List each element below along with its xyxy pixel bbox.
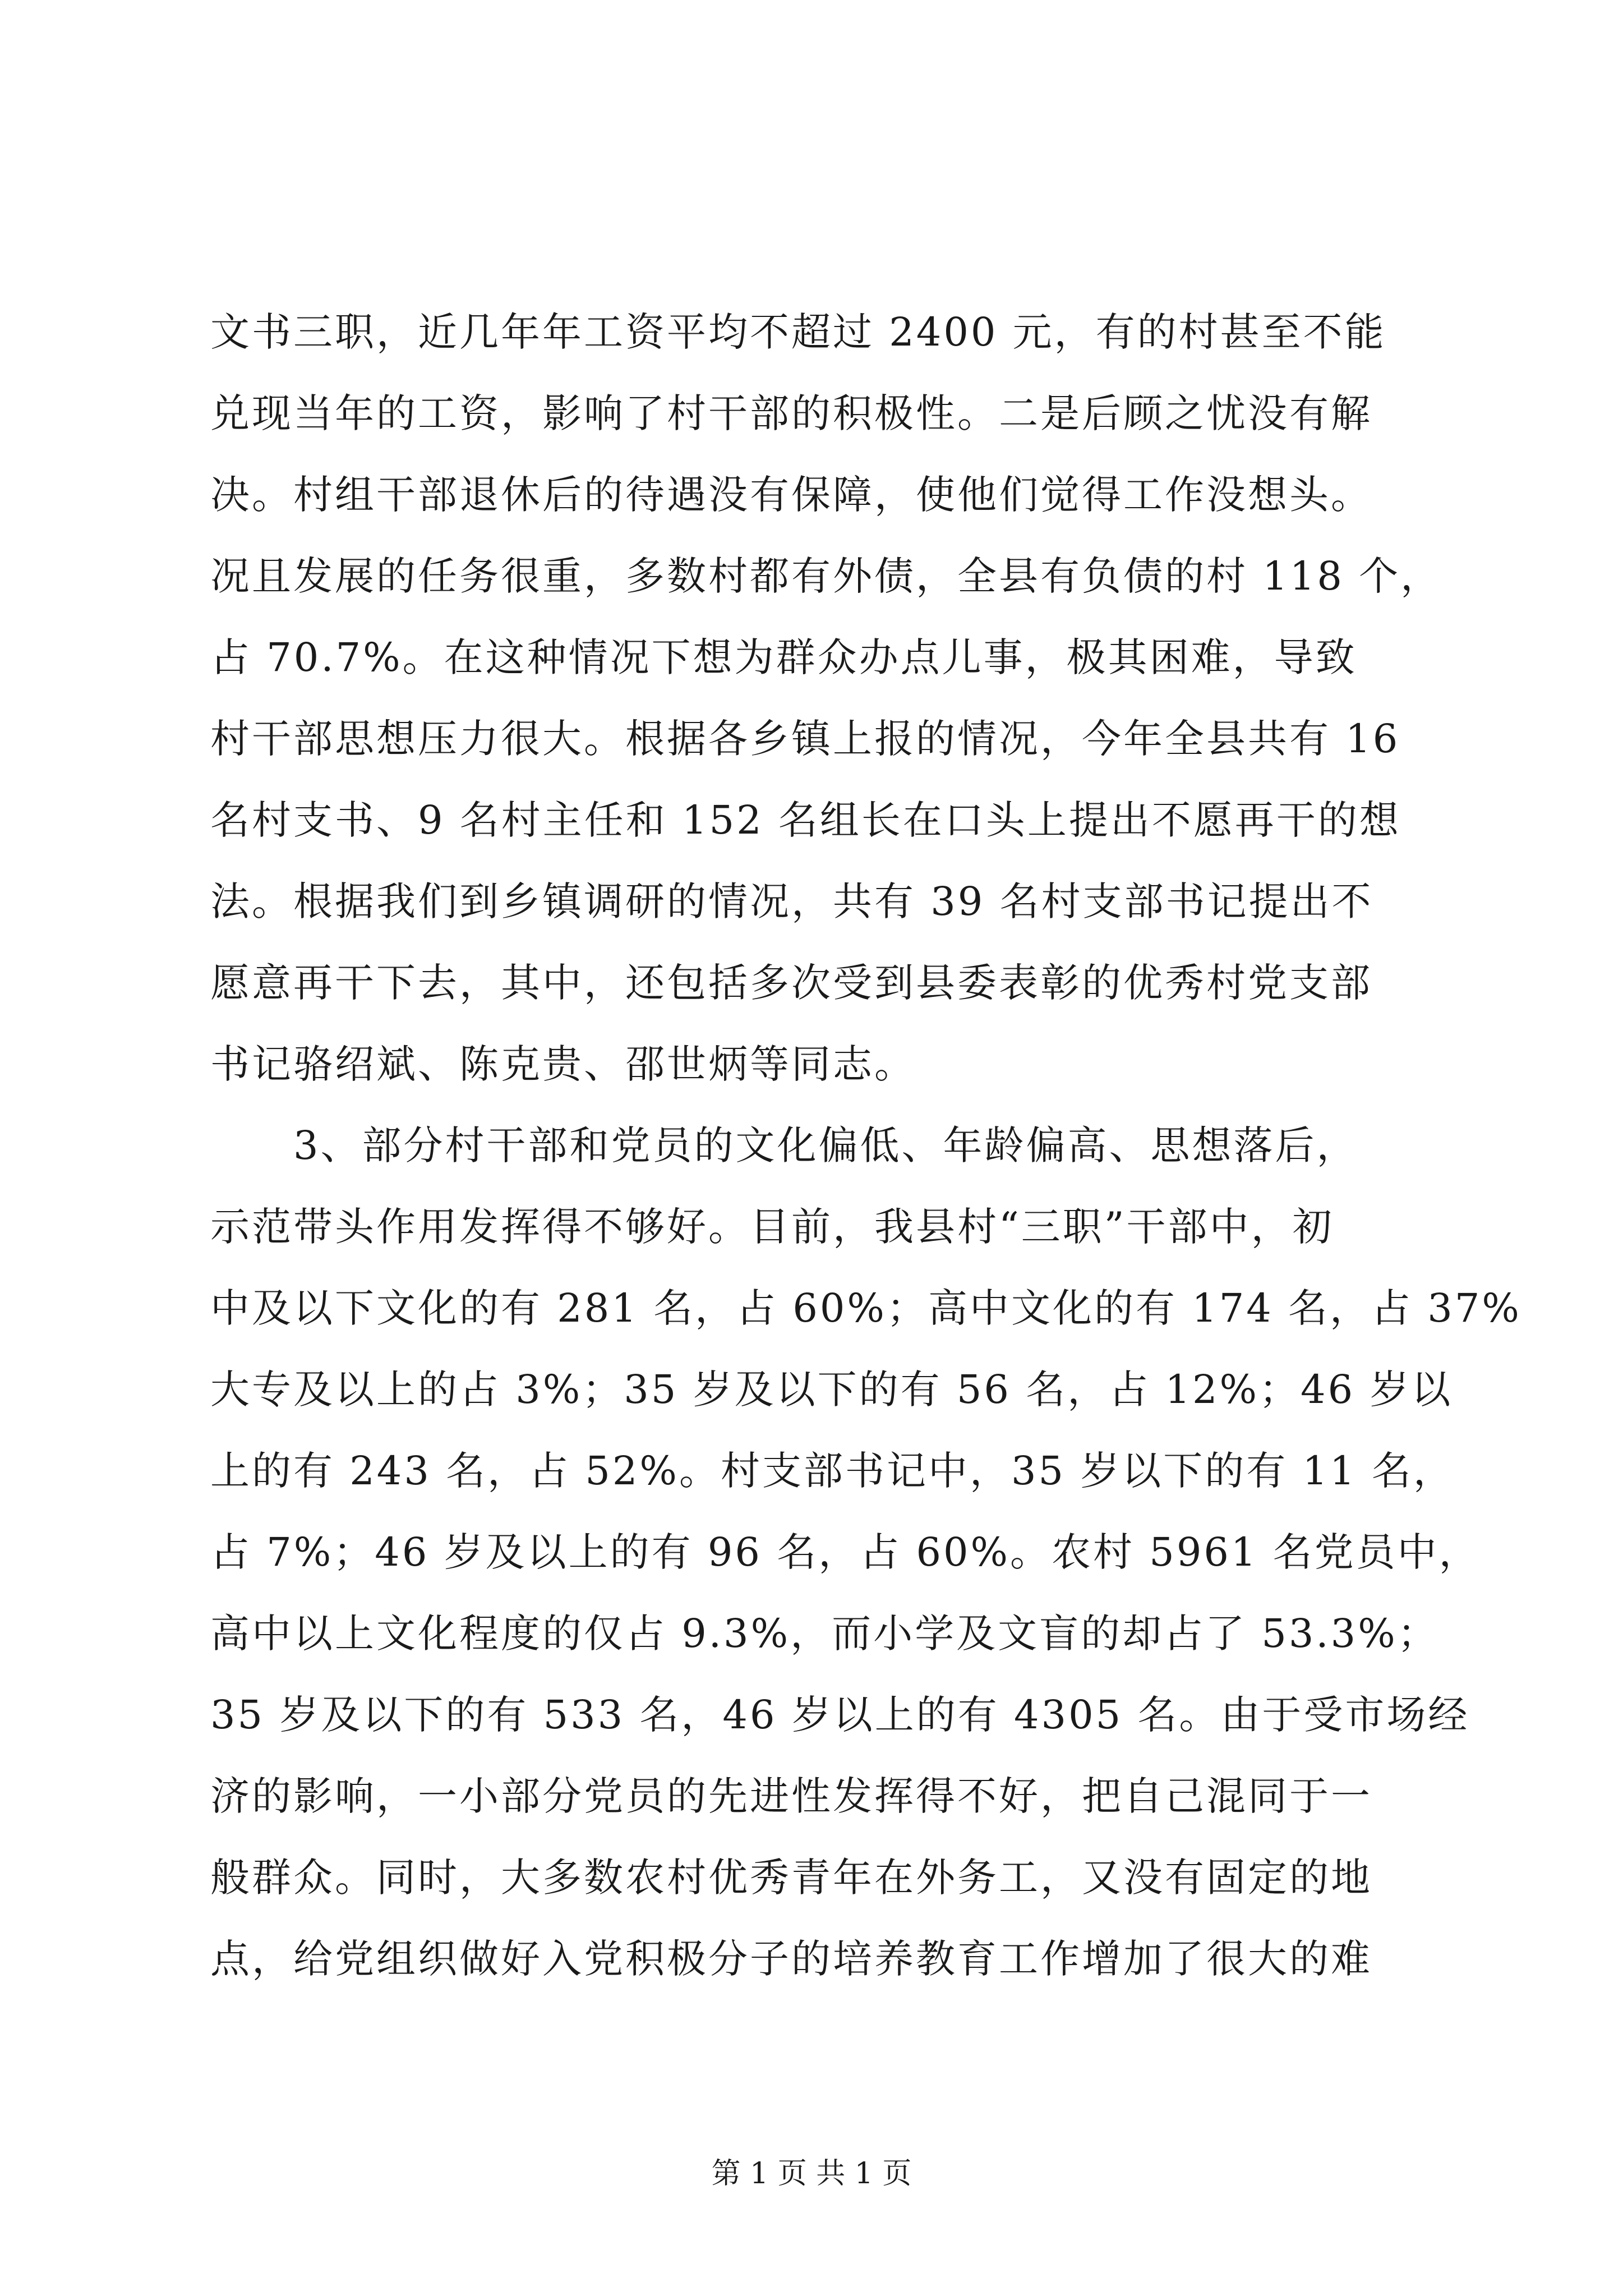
text-line: 占 70.7%。在这种情况下想为群众办点儿事，极其困难，导致 — [210, 634, 1357, 680]
text-line: 村干部思想压力很大。根据各乡镇上报的情况，今年全县共有 16 — [210, 716, 1400, 762]
text-line: 书记骆绍斌、陈克贵、邵世炳等同志。 — [210, 1041, 916, 1087]
text-line: 上的有 243 名，占 52%。村支部书记中，35 岁以下的有 11 名， — [210, 1448, 1455, 1494]
body-text — [210, 292, 1521, 2000]
text-line: 兑现当年的工资，影响了村干部的积极性。二是后顾之忧没有解 — [210, 390, 1372, 436]
text-line: 中及以下文化的有 281 名，占 60%；高中文化的有 174 名，占 37% — [210, 1285, 1521, 1331]
text-line: 名村支书、9 名村主任和 152 名组长在口头上提出不愿再干的想 — [210, 797, 1401, 843]
text-line: 法。根据我们到乡镇调研的情况，共有 39 名村支部书记提出不 — [210, 878, 1373, 924]
text-line: 高中以上文化程度的仅占 9.3%，而小学及文盲的却占了 53.3%； — [210, 1611, 1439, 1657]
text-line: 点，给党组织做好入党积极分子的培养教育工作增加了很大的难 — [210, 1936, 1372, 1982]
text-line: 占 7%；46 岁及以上的有 96 名，占 60%。农村 5961 名党员中， — [210, 1529, 1481, 1575]
text-line: 愿意再干下去，其中，还包括多次受到县委表彰的优秀村党支部 — [210, 960, 1372, 1006]
text-line: 般群众。同时，大多数农村优秀青年在外务工，又没有固定的地 — [210, 1855, 1372, 1901]
text-line: 决。村组干部退休后的待遇没有保障，使他们觉得工作没想头。 — [210, 472, 1372, 518]
text-line: 济的影响，一小部分党员的先进性发挥得不好，把自己混同于一 — [210, 1773, 1372, 1819]
text-line: 35 岁及以下的有 533 名，46 岁以上的有 4305 名。由于受市场经 — [210, 1692, 1470, 1738]
text-line: 3、部分村干部和党员的文化偏低、年龄偏高、思想落后， — [210, 1122, 1358, 1168]
page-footer: 第 1 页 共 1 页 — [711, 2157, 912, 2191]
text-line: 文书三职，近几年年工资平均不超过 2400 元，有的村甚至不能 — [210, 309, 1386, 355]
text-line: 大专及以上的占 3%；35 岁及以下的有 56 名，占 12%；46 岁以 — [210, 1366, 1453, 1412]
text-line: 况且发展的任务很重，多数村都有外债，全县有负债的村 118 个， — [210, 553, 1442, 599]
text-line: 示范带头作用发挥得不够好。目前，我县村“三职”干部中，初 — [210, 1204, 1334, 1250]
